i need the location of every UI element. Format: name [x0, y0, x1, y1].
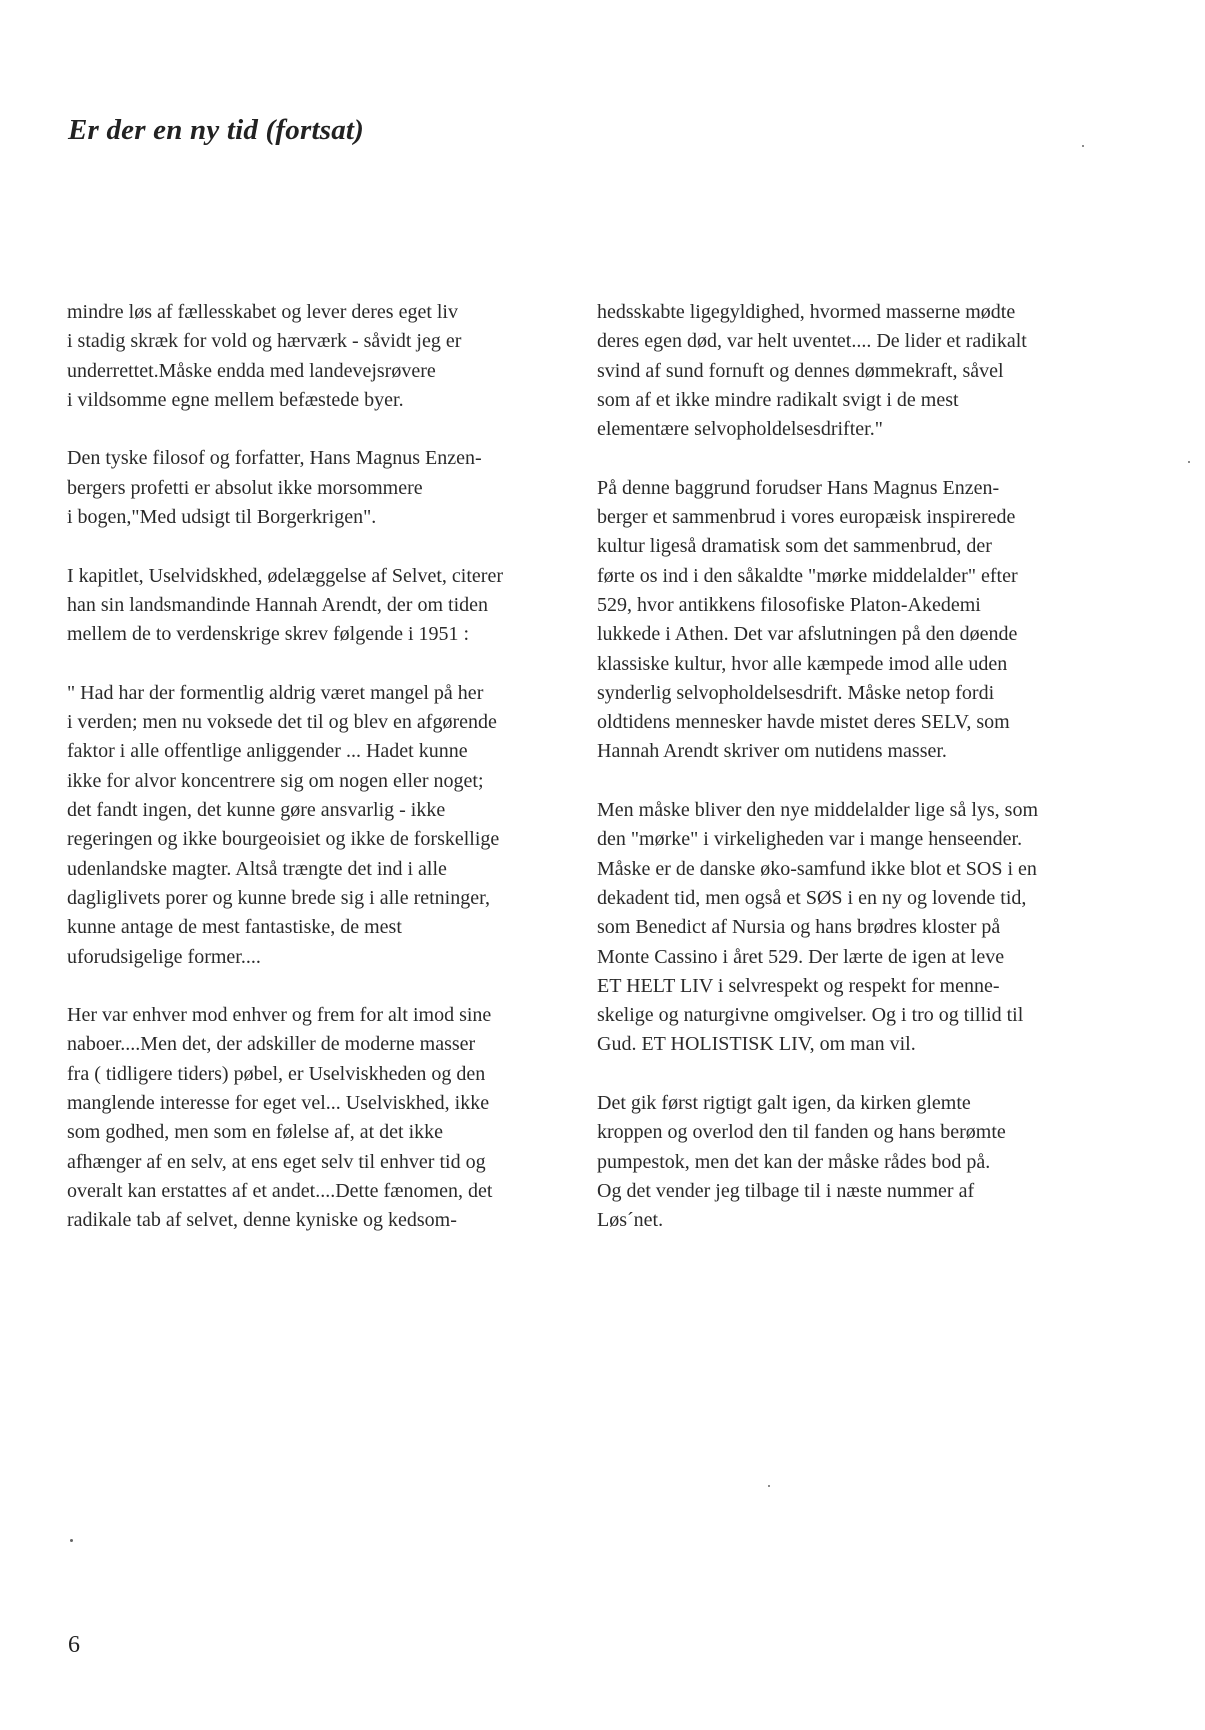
text-line: radikale tab af selvet, denne kyniske og kedsom-	[67, 1209, 457, 1232]
scan-speck	[70, 1539, 73, 1542]
left-column	[67, 298, 567, 1236]
text-line: ikke for alvor koncentrere sig om nogen eller noget;	[67, 769, 484, 792]
text-line: i bogen,"Med udsigt til Borgerkrigen".	[67, 506, 377, 529]
scan-speck	[768, 1485, 770, 1487]
text-line: kultur ligeså dramatisk som det sammenbrud, der	[597, 535, 992, 558]
text-line: svind af sund fornuft og dennes dømmekraft, såvel	[597, 359, 1004, 382]
text-line: lukkede i Athen. Det var afslutningen på den døende	[597, 623, 1018, 646]
text-line: Den tyske filosof og forfatter, Hans Magnus Enzen-	[67, 447, 482, 470]
text-line: skelige og naturgivne omgivelser. Og i tro og tillid til	[597, 1004, 1024, 1027]
text-line: manglende interesse for eget vel... Uselviskhed, ikke	[67, 1092, 490, 1115]
text-line: hedsskabte ligegyldighed, hvormed masserne mødte	[597, 301, 1016, 323]
text-line: i vildsomme egne mellem befæstede byer.	[67, 388, 404, 411]
paragraph	[67, 679, 567, 972]
text-line: klassiske kultur, hvor alle kæmpede imod alle uden	[597, 652, 1008, 675]
text-line: overalt kan erstattes af et andet....Dette fænomen, det	[67, 1179, 493, 1202]
page-title: Er der en ny tid (fortsat)	[68, 114, 365, 146]
text-line: pumpestok, men det kan der måske rådes bod på.	[597, 1150, 991, 1173]
text-line: han sin landsmandinde Hannah Arendt, der om tiden	[67, 593, 489, 616]
text-line: det fandt ingen, det kunne gøre ansvarlig - ikke	[67, 799, 446, 822]
text-line: mindre løs af fællesskabet og lever deres eget liv	[67, 301, 458, 323]
text-line: i verden; men nu voksede det til og blev en afgørende	[67, 711, 497, 734]
text-line: Og det vender jeg tilbage til i næste nummer af	[597, 1179, 975, 1202]
text-line: underrettet.Måske endda med landevejsrøvere	[67, 359, 436, 382]
text-line: Det gik først rigtigt galt igen, da kirken glemte	[597, 1092, 971, 1115]
text-line: dekadent tid, men også et SØS i en ny og lovende tid,	[597, 886, 1027, 909]
text-line: berger et sammenbrud i vores europæisk inspirerede	[597, 506, 1016, 529]
text-line: " Had har der formentlig aldrig været mangel på her	[67, 681, 484, 704]
text-line: afhænger af en selv, at ens eget selv til enhver tid og	[67, 1150, 486, 1173]
text-line: regeringen og ikke bourgeoisiet og ikke de forskellige	[67, 828, 500, 851]
text-line: uforudsigelige former....	[67, 945, 261, 968]
text-line: som godhed, men som en følelse af, at det ikke	[67, 1121, 444, 1144]
text-line: fra ( tidligere tiders) pøbel, er Uselviskheden og den	[67, 1062, 486, 1085]
paragraph	[67, 562, 567, 650]
text-line: som Benedict af Nursia og hans brødres kloster på	[597, 916, 1001, 939]
paragraph	[67, 1001, 567, 1235]
text-line: kunne antage de mest fantastiske, de mest	[67, 916, 402, 939]
paragraph	[67, 298, 567, 415]
text-line: Monte Cassino i året 529. Der lærte de igen at leve	[597, 945, 1005, 968]
text-line: dagliglivets porer og kunne brede sig i alle retninger,	[67, 886, 490, 909]
text-line: naboer....Men det, der adskiller de moderne masser	[67, 1033, 476, 1056]
text-line: oldtidens mennesker havde mistet deres SELV, som	[597, 711, 1010, 734]
text-line: synderlig selvopholdelsesdrift. Måske netop fordi	[597, 681, 995, 704]
text-line: faktor i alle offentlige anliggender ... Hadet kunne	[67, 740, 468, 763]
text-line: deres egen død, var helt uventet.... De lider et radikalt	[597, 330, 1027, 353]
text-line: mellem de to verdenskrige skrev følgende i 1951 :	[67, 623, 470, 646]
scan-speck	[1188, 461, 1190, 463]
text-line: Hannah Arendt skriver om nutidens masser.	[597, 740, 947, 763]
text-line: I kapitlet, Uselvidskhed, ødelæggelse af Selvet, citerer	[67, 564, 503, 587]
text-line: elementære selvopholdelsesdrifter."	[597, 418, 883, 441]
text-line: 529, hvor antikkens filosofiske Platon-Akedemi	[597, 593, 981, 616]
paragraph	[597, 474, 1097, 767]
text-line: udenlandske magter. Altså trængte det ind i alle	[67, 857, 447, 880]
text-line: bergers profetti er absolut ikke morsommere	[67, 476, 423, 499]
text-line: som af et ikke mindre radikalt svigt i de mest	[597, 388, 959, 411]
right-column	[597, 298, 1097, 1236]
text-line: På denne baggrund forudser Hans Magnus Enzen-	[597, 476, 1000, 499]
page-number: 6	[68, 1632, 80, 1658]
paragraph	[67, 444, 567, 532]
text-line: Gud. ET HOLISTISK LIV, om man vil.	[597, 1033, 916, 1056]
paragraph	[597, 298, 1097, 444]
text-line: kroppen og overlod den til fanden og hans berømte	[597, 1121, 1006, 1144]
text-line: Løs´net.	[597, 1209, 664, 1232]
paragraph	[597, 796, 1097, 1060]
text-line: Måske er de danske øko-samfund ikke blot et SOS i en	[597, 857, 1037, 880]
scan-speck	[1082, 145, 1084, 147]
paragraph	[597, 1089, 1097, 1235]
text-line: Her var enhver mod enhver og frem for alt imod sine	[67, 1004, 492, 1027]
text-line: førte os ind i den såkaldte "mørke middelalder" efter	[597, 564, 1018, 587]
text-line: Men måske bliver den nye middelalder lige så lys, som	[597, 799, 1039, 822]
text-line: den "mørke" i virkeligheden var i mange henseender.	[597, 828, 1023, 851]
text-line: ET HELT LIV i selvrespekt og respekt for menne-	[597, 974, 1000, 997]
text-line: i stadig skræk for vold og hærværk - såvidt jeg er	[67, 330, 462, 353]
